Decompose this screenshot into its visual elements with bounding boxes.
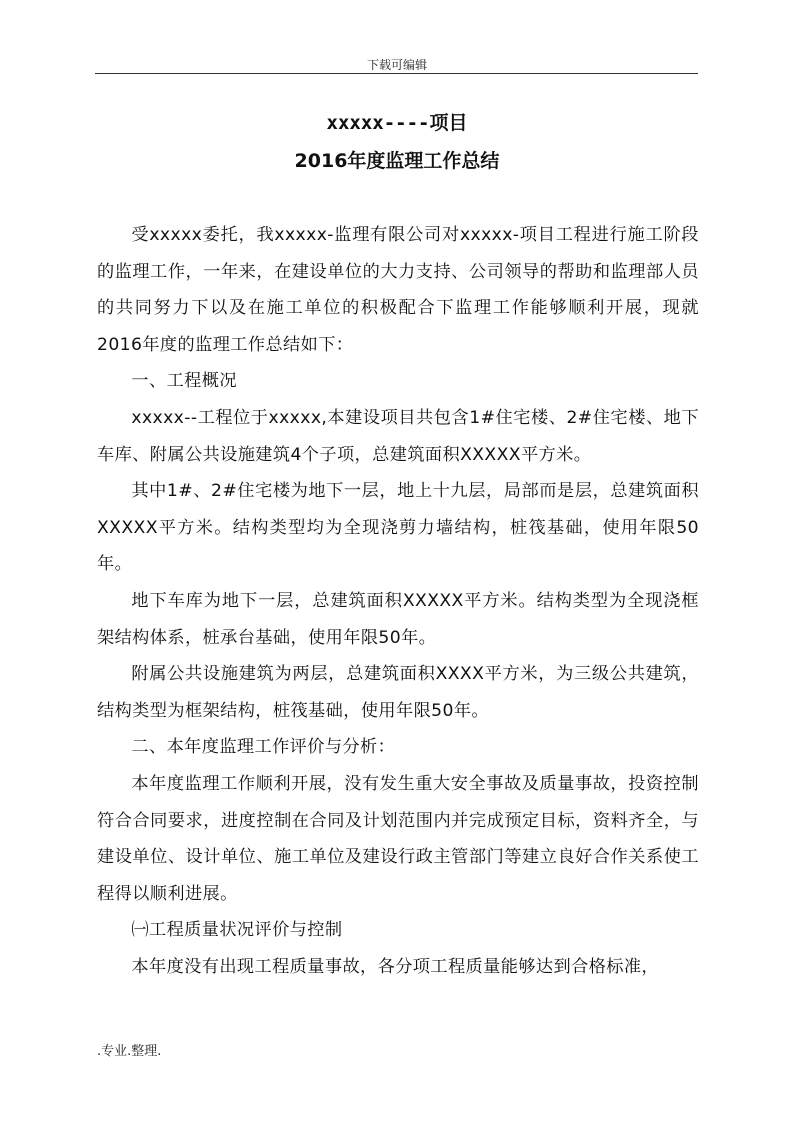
document-body: [97, 217, 699, 985]
page-footer: .专业.整理.: [97, 1044, 162, 1059]
document-title-project: xxxxx----项目: [326, 112, 468, 134]
paragraph-evaluation: 本年度监理工作顺利开展，没有发生重大安全事故及质量事故，投资控制符合合同要求，进度控制在合同及计划范围内并完成预定目标，资料齐全，与建设单位、设计单位、施工单位及建设行政主管部门等建立良好合作关系使工程得以顺利进展。: [97, 773, 699, 904]
paragraph-residential-buildings: 其中1#、2#住宅楼为地下一层，地上十九层，局部而是层，总建筑面积XXXXX平方米。结构类型均为全现浇剪力墙结构，桩筏基础，使用年限50年。: [97, 481, 699, 575]
paragraph-project-location: xxxxx--工程位于xxxxx,本建设项目共包含1#住宅楼、2#住宅楼、地下车库、附属公共设施建筑4个子项，总建筑面积XXXXX平方米。: [97, 407, 699, 465]
document-title-summary: 2016年度监理工作总结: [294, 150, 500, 172]
section-heading-evaluation: 二、本年度监理工作评价与分析：: [131, 737, 396, 758]
section-heading-overview: 一、工程概况: [131, 371, 237, 392]
paragraph-underground-garage: 地下车库为地下一层，总建筑面积XXXXX平方米。结构类型为全现浇框架结构体系，桩承台基础，使用年限50年。: [97, 590, 699, 648]
paragraph-public-facilities: 附属公共设施建筑为两层，总建筑面积XXXX平方米，为三级公共建筑，结构类型为框架结构，桩筏基础，使用年限50年。: [97, 664, 699, 721]
subsection-heading-quality: ㈠工程质量状况评价与控制: [131, 920, 343, 941]
paragraph-intro: 受xxxxx委托，我xxxxx-监理有限公司对xxxxx-项目工程进行施工阶段的监理工作，一年来，在建设单位的大力支持、公司领导的帮助和监理部人员的共同努力下以及在施工单位的积极配合下监理工作能够顺利开展，现就2016年度的监理工作总结如下：: [97, 225, 699, 355]
header-divider: [95, 73, 698, 74]
page-header: 下载可编辑: [366, 58, 427, 72]
paragraph-quality: 本年度没有出现工程质量事故，各分项工程质量能够达到合格标准，: [131, 956, 660, 977]
